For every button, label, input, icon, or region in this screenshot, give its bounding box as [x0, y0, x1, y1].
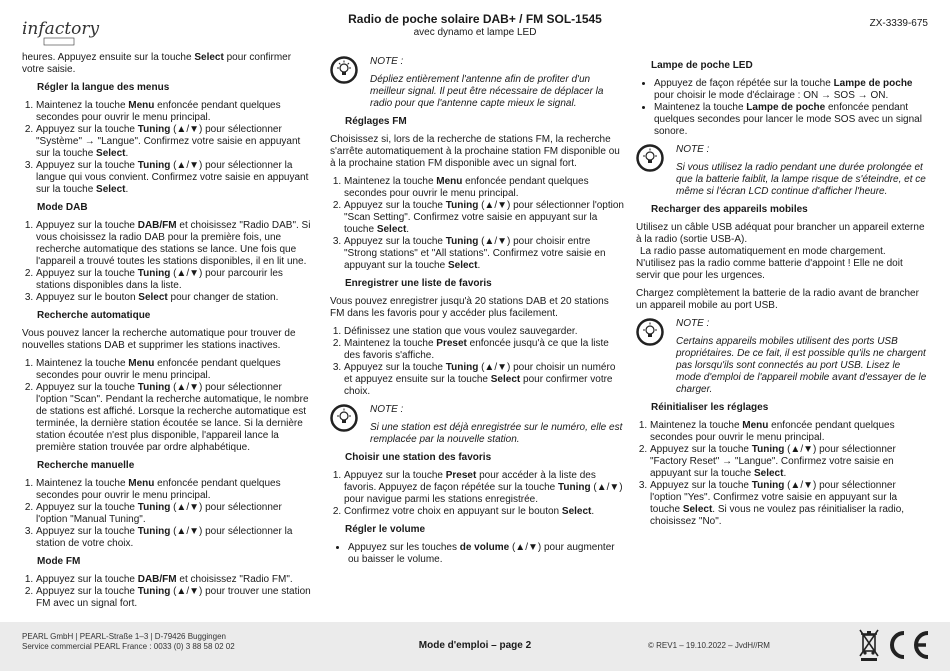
company-address: PEARL GmbH | PEARL-Straße 1–3 | D-79426 Buggingen [22, 632, 226, 641]
list-item: 2. Appuyez sur la touche Tuning (▲/▼) pour sélectionner "Système" → "Langue". Confirmez votre saisie en appuyant sur la touche Select. [36, 124, 314, 160]
paragraph [636, 222, 928, 246]
note-box [636, 144, 928, 198]
charge-text: Utilisez un câble USB adéquat pour brancher un appareil externe à la radio (sortie USB-A). [636, 222, 925, 245]
paragraph [636, 246, 928, 282]
auto-scan-steps [22, 358, 314, 454]
note-text: Dépliez entièrement l'antenne afin de profiter d'un meilleur signal. Il peut être nécessaire de déplacer la radio pour que l'antenne capte mieux le signal. [370, 74, 604, 109]
note-box [330, 404, 624, 446]
note-text: Si vous utilisez la radio pendant une durée prolongée et que la batterie faiblit, la lampe risque de s'éteindre, et ce même si l'écran LCD continue d'afficher l'heure. [676, 162, 926, 197]
note-box [330, 56, 624, 110]
choose-favorite-steps [330, 470, 624, 518]
note-box [636, 318, 928, 396]
volume-list [330, 542, 624, 566]
section-heading: Choisir une station des favoris [345, 452, 492, 463]
fm-settings-steps [330, 176, 624, 272]
list-item: 2. Appuyez sur la touche Tuning (▲/▼) pour sélectionner l'option "Scan". Pendant la recherche automatique, le nombre de stations est affiché. Lorsque la recherche automatique est terminée, la dernière station écoutée se lance. Si la dernière station écoutée n'est plus disponible, l'appareil lance la première station trouvée par ordre alphabétique. [36, 382, 314, 454]
paragraph: Chargez complètement la batterie de la radio avant de brancher un appareil mobile au port USB. [636, 288, 919, 311]
paragraph: Choisissez si, lors de la recherche de stations FM, la recherche s'arrête automatiquement à la prochaine station FM disponible ou à la prochaine station FM disponible avec un signal fort. [330, 134, 620, 169]
lightbulb-note-icon [636, 318, 664, 346]
charge-text: La radio passe automatiquement en mode chargement. N'utilisez pas la radio comme batterie d'appoint ! Elle ne doit servir que pour les urgences. [636, 246, 903, 281]
lightbulb-note-icon [636, 144, 664, 172]
note-text: Certains appareils mobiles utilisent des ports USB propriétaires. De ce fait, il est possible qu'ils ne chargent pas lorsqu'ils sont connectés au port USB. Lisez le mode d'emploi de l'appareil mobile avant d'essayer de le charger. [676, 336, 927, 395]
page-number: Mode d'emploi – page 2 [418, 640, 532, 651]
column-middle [330, 56, 624, 572]
list-item: 1. Maintenez la touche Menu enfoncée pendant quelques secondes pour ouvrir le menu principal. [36, 100, 314, 124]
led-list [636, 78, 928, 138]
weee-bin-icon [857, 627, 881, 663]
dab-steps [22, 220, 314, 304]
note-title: NOTE : [370, 56, 404, 67]
section-heading: Régler le volume [345, 524, 426, 535]
list-item: 3. Appuyez sur le bouton Select pour changer de station. [36, 292, 314, 304]
list-item: 1. Maintenez la touche Menu enfoncée pendant quelques secondes pour ouvrir le menu principal. [36, 358, 314, 382]
list-item: 1. Appuyez sur la touche DAB/FM et choisissez "Radio FM". [36, 574, 314, 586]
list-item: 3. Appuyez sur la touche Tuning (▲/▼) pour sélectionner la station de votre choix. [36, 526, 314, 550]
section-heading: Recharger des appareils mobiles [651, 204, 808, 215]
note-title: NOTE : [370, 404, 404, 415]
note-text: Si une station est déjà enregistrée sur le numéro, elle est remplacée par la nouvelle station. [370, 422, 623, 445]
list-item: 2. Confirmez votre choix en appuyant sur le bouton Select. [344, 506, 624, 518]
list-item: 2. Appuyez sur la touche Tuning (▲/▼) pour parcourir les stations disponibles dans la liste. [36, 268, 314, 292]
section-heading: Mode FM [37, 556, 81, 567]
fm-steps [22, 574, 314, 610]
section-heading: Régler la langue des menus [37, 82, 170, 93]
list-item: 3. Appuyez sur la touche Tuning (▲/▼) pour choisir un numéro et appuyez ensuite sur la touche Select pour confirmer votre choix. [344, 362, 624, 398]
list-item: 1. Appuyez sur la touche Preset pour accéder à la liste des favoris. Appuyez de façon répétée sur la touche Tuning (▲/▼) pour navigue parmi les stations enregistrée. [344, 470, 624, 506]
list-item: • Appuyez sur les touches de volume (▲/▼) pour augmenter ou baisser le volume. [348, 542, 624, 566]
section-heading: Réglages FM [345, 116, 407, 127]
svg-text:infactory: infactory [22, 19, 100, 39]
product-reference: ZX-3339-675 [869, 18, 928, 29]
revision-info: © REV1 – 19.10.2022 – JvdH//RM [648, 641, 770, 650]
list-item: 1. Appuyez sur la touche DAB/FM et choisissez "Radio DAB". Si vous choisissez la radio DAB pour la première fois, une recherche automatique des stations se lance. Une fois que l'appareil a trouvé toutes les stations disponibles, il en lit une. [36, 220, 314, 268]
favorites-steps [330, 326, 624, 398]
list-item: 2. Appuyez sur la touche Tuning (▲/▼) pour trouver une station FM avec un signal fort. [36, 586, 314, 610]
intro-text: heures. Appuyez ensuite sur la touche Select pour confirmer votre saisie. [22, 52, 292, 75]
section-heading: Enregistrer une liste de favoris [345, 278, 492, 289]
manual-tuning-steps [22, 478, 314, 550]
list-item: 2. Appuyez sur la touche Tuning (▲/▼) pour sélectionner l'option "Scan Setting". Confirmez votre saisie en appuyant sur la touche Select. [344, 200, 624, 236]
list-item: 2. Maintenez la touche Preset enfoncée jusqu'à ce que la liste des favoris s'affiche. [344, 338, 624, 362]
list-item: 1. Définissez une station que vous voulez sauvegarder. [344, 326, 624, 338]
document-title: Radio de poche solaire DAB+ / FM SOL-1545 [348, 12, 602, 26]
service-phone: Service commercial PEARL France : 0033 (0) 3 88 58 02 02 [22, 642, 235, 651]
note-title: NOTE : [676, 318, 710, 329]
list-item: 2. Appuyez sur la touche Tuning (▲/▼) pour sélectionner l'option "Manual Tuning". [36, 502, 314, 526]
language-steps [22, 100, 314, 196]
paragraph: Vous pouvez enregistrer jusqu'à 20 stations DAB et 20 stations FM dans les favoris pour y accéder plus facilement. [330, 296, 609, 319]
section-heading: Mode DAB [37, 202, 88, 213]
column-left [22, 52, 314, 616]
reset-steps [636, 420, 928, 528]
list-item: 1. Maintenez la touche Menu enfoncée pendant quelques secondes pour ouvrir le menu principal. [36, 478, 314, 502]
list-item: • Appuyez de façon répétée sur la touche Lampe de poche pour choisir le mode d'éclairage : ON → SOS → ON. [654, 78, 928, 102]
column-right [636, 56, 928, 534]
document-subtitle: avec dynamo et lampe LED [413, 27, 537, 38]
list-item: • Maintenez la touche Lampe de poche enfoncée pendant quelques secondes pour lancer le mode SOS avec un signal sonore. [654, 102, 928, 138]
lightbulb-note-icon [330, 404, 358, 432]
list-item: 1. Maintenez la touche Menu enfoncée pendant quelques secondes pour ouvrir le menu principal. [344, 176, 624, 200]
lightbulb-note-icon [330, 56, 358, 84]
list-item: 3. Appuyez sur la touche Tuning (▲/▼) pour sélectionner l'option "Yes". Confirmez votre saisie en appuyant sur la touche Select. Si vous ne voulez pas réinitialiser la radio, choisissez "No". [650, 480, 928, 528]
section-heading: Recherche automatique [37, 310, 151, 321]
section-heading: Réinitialiser les réglages [651, 402, 769, 413]
list-item: 1. Maintenez la touche Menu enfoncée pendant quelques secondes pour ouvrir le menu principal. [650, 420, 928, 444]
list-item: 3. Appuyez sur la touche Tuning (▲/▼) pour choisir entre "Strong stations" et "All stations". Confirmez votre saisie en appuyant sur la touche Select. [344, 236, 624, 272]
section-heading: Lampe de poche LED [651, 60, 753, 71]
paragraph: Vous pouvez lancer la recherche automatique pour trouver de nouvelles stations DAB et supprimer les stations inactives. [22, 328, 296, 351]
section-heading: Recherche manuelle [37, 460, 135, 471]
note-title: NOTE : [676, 144, 710, 155]
ce-mark-icon [884, 627, 932, 663]
list-item: 2. Appuyez sur la touche Tuning (▲/▼) pour sélectionner "Factory Reset" → "Langue". Confirmez votre saisie en appuyant sur la touche Select. [650, 444, 928, 480]
list-item: 3. Appuyez sur la touche Tuning (▲/▼) pour sélectionner la langue qui vous convient. Confirmez votre saisie en appuyant sur la touche Select. [36, 160, 314, 196]
